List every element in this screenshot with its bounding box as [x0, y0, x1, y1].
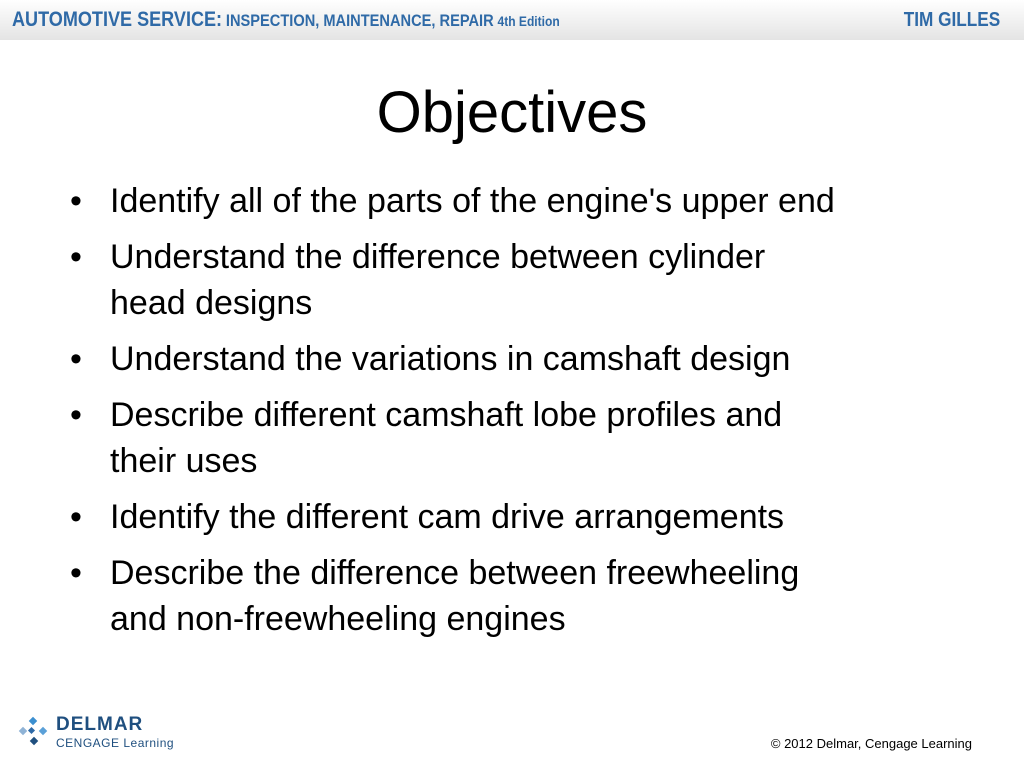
- book-edition: 4th Edition: [497, 13, 560, 29]
- bullet-text: Understand the difference between cylinder: [110, 238, 766, 276]
- copyright-notice: © 2012 Delmar, Cengage Learning: [770, 736, 972, 751]
- bullet-text-cont: head designs: [110, 284, 313, 322]
- bullet-icon: •: [70, 554, 82, 592]
- list-item: [70, 392, 1000, 484]
- book-title: [12, 8, 560, 34]
- bullet-text: Describe the difference between freewheeling: [110, 554, 800, 592]
- list-item: [70, 336, 1000, 382]
- slide-title: Objectives: [376, 80, 648, 145]
- bullet-text-cont: and non-freewheeling engines: [110, 600, 566, 638]
- bullet-icon: •: [70, 340, 82, 378]
- bullet-text: Describe different camshaft lobe profiles and: [110, 396, 783, 434]
- book-title-main: AUTOMOTIVE SERVICE:: [12, 8, 223, 31]
- author-name: TIM GILLES: [903, 9, 1000, 31]
- list-item: [70, 234, 1000, 326]
- bullet-icon: •: [70, 498, 82, 536]
- delmar-logo: [14, 712, 194, 752]
- list-item: [70, 550, 1000, 642]
- bullet-icon: •: [70, 396, 82, 434]
- bullet-text: Identify all of the parts of the engine's upper end: [110, 182, 835, 220]
- bullet-text: Identify the different cam drive arrangements: [110, 498, 785, 536]
- book-title-sub: INSPECTION, MAINTENANCE, REPAIR: [225, 11, 494, 30]
- delmar-logo-icon: [14, 714, 50, 750]
- logo-text-cengage: CENGAGE Learning: [56, 736, 175, 750]
- header-bar: [0, 0, 1024, 40]
- logo-text-delmar: DELMAR: [56, 714, 144, 735]
- bullet-text-cont: their uses: [110, 442, 258, 480]
- bullet-text: Understand the variations in camshaft design: [110, 340, 791, 378]
- objectives-list: [70, 178, 1000, 652]
- list-item: [70, 494, 1000, 540]
- bullet-icon: •: [70, 182, 82, 220]
- list-item: [70, 178, 1000, 224]
- bullet-icon: •: [70, 238, 82, 276]
